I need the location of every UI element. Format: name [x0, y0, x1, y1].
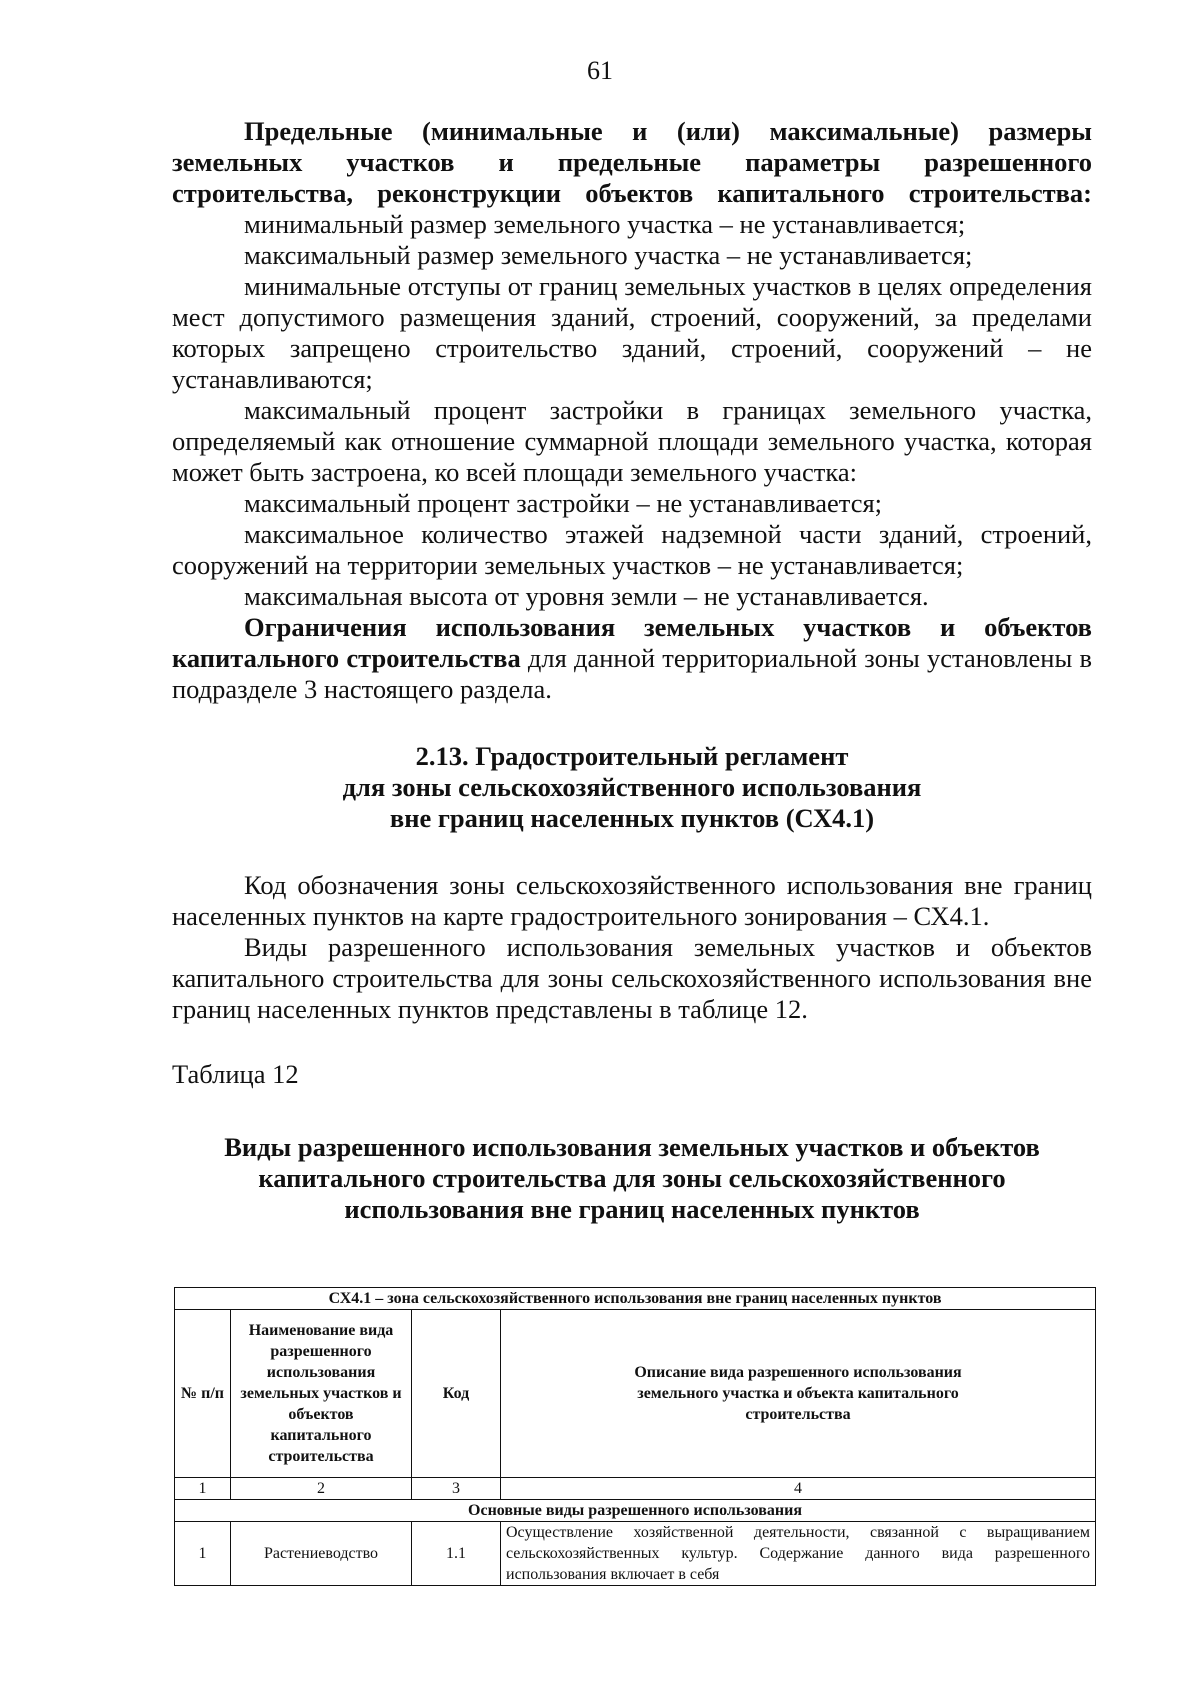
column-number-cell: 4	[501, 1478, 1096, 1500]
table-label: Таблица 12	[172, 1059, 299, 1089]
group-header-row	[175, 1500, 1096, 1522]
column-numbers-row	[175, 1478, 1096, 1500]
row-code-cell: 1.1	[412, 1522, 501, 1586]
limit-item: максимальный процент застройки – не устанавливается;	[244, 488, 883, 518]
limit-item: максимальный размер земельного участка – не устанавливается;	[244, 240, 973, 270]
restrictions-bold: Ограничения использования земельных участков и объектов капитального строительства	[172, 612, 1092, 673]
limit-item: минимальные отступы от границ земельных участков в целях определения мест допустимого размещения зданий, строений, сооружений, за пределами которых запрещено строительство зданий, строений, сооружений – не устанавливаются;	[172, 271, 1092, 394]
limit-item: максимальное количество этажей надземной части зданий, строений, сооружений на территории земельных участков – не устанавливается;	[172, 519, 1092, 580]
table-title-line: капитального строительства для зоны сельскохозяйственного	[258, 1163, 1006, 1193]
usage-types-paragraph: Виды разрешенного использования земельных участков и объектов капитального строительства для зоны сельскохозяйственного использования вне границ населенных пунктов представлены в таблице 12.	[172, 932, 1092, 1024]
column-header-code: Код	[412, 1310, 501, 1478]
table-title-line: Виды разрешенного использования земельных участков и объектов	[224, 1132, 1040, 1162]
limit-item: максимальный процент застройки в границах земельного участка, определяемый как отношение суммарной площади земельного участка, которая может быть застроена, ко всей площади земельного участка:	[172, 395, 1092, 487]
restrictions-paragraph	[172, 612, 1092, 705]
column-header-description: Описание вида разрешенного использования земельного участка и объекта капитального строительства	[501, 1310, 1096, 1478]
row-description-cell: Осуществление хозяйственной деятельности, связанной с выращиванием сельскохозяйственных культур. Содержание данного вида разрешенного использования включает в себя	[501, 1522, 1096, 1586]
row-number-cell: 1	[175, 1522, 231, 1586]
regulation-table	[174, 1287, 1096, 1586]
document-body	[172, 116, 1092, 1225]
group-header-cell: Основные виды разрешенного использования	[175, 1500, 1096, 1522]
row-name-cell: Растениеводство	[231, 1522, 412, 1586]
table-title-line: использования вне границ населенных пунктов	[344, 1194, 920, 1224]
table-row	[175, 1522, 1096, 1586]
table-title	[172, 1132, 1092, 1225]
section-title	[172, 741, 1092, 834]
zone-header-cell: СХ4.1 – зона сельскохозяйственного использования вне границ населенных пунктов	[175, 1288, 1096, 1310]
column-number-cell: 1	[175, 1478, 231, 1500]
column-number-cell: 2	[231, 1478, 412, 1500]
section-title-line: 2.13. Градостроительный регламент	[415, 741, 849, 771]
table-zone-row	[175, 1288, 1096, 1310]
table-header-row	[175, 1310, 1096, 1478]
zone-code-paragraph: Код обозначения зоны сельскохозяйственного использования вне границ населенных пунктов на карте градостроительного зонирования – СХ4.1.	[172, 870, 1092, 931]
page-number: 61	[587, 56, 613, 85]
column-header-number: № п/п	[175, 1310, 231, 1478]
column-number-cell: 3	[412, 1478, 501, 1500]
limit-item: минимальный размер земельного участка – не устанавливается;	[244, 209, 966, 239]
column-header-name: Наименование вида разрешенного использования земельных участков и объектов капитального строительства	[231, 1310, 412, 1478]
limits-heading: Предельные (минимальные и (или) максимальные) размеры земельных участков и предельные параметры разрешенного строительства, реконструкции объектов капитального строительства:	[172, 116, 1092, 208]
section-title-line: вне границ населенных пунктов (СХ4.1)	[389, 803, 875, 833]
restrictions-rest: для данной территориальной зоны установлены в подразделе 3 настоящего раздела.	[172, 643, 1092, 704]
section-title-line: для зоны сельскохозяйственного использования	[342, 772, 922, 802]
limit-item: максимальная высота от уровня земли – не устанавливается.	[244, 581, 929, 611]
